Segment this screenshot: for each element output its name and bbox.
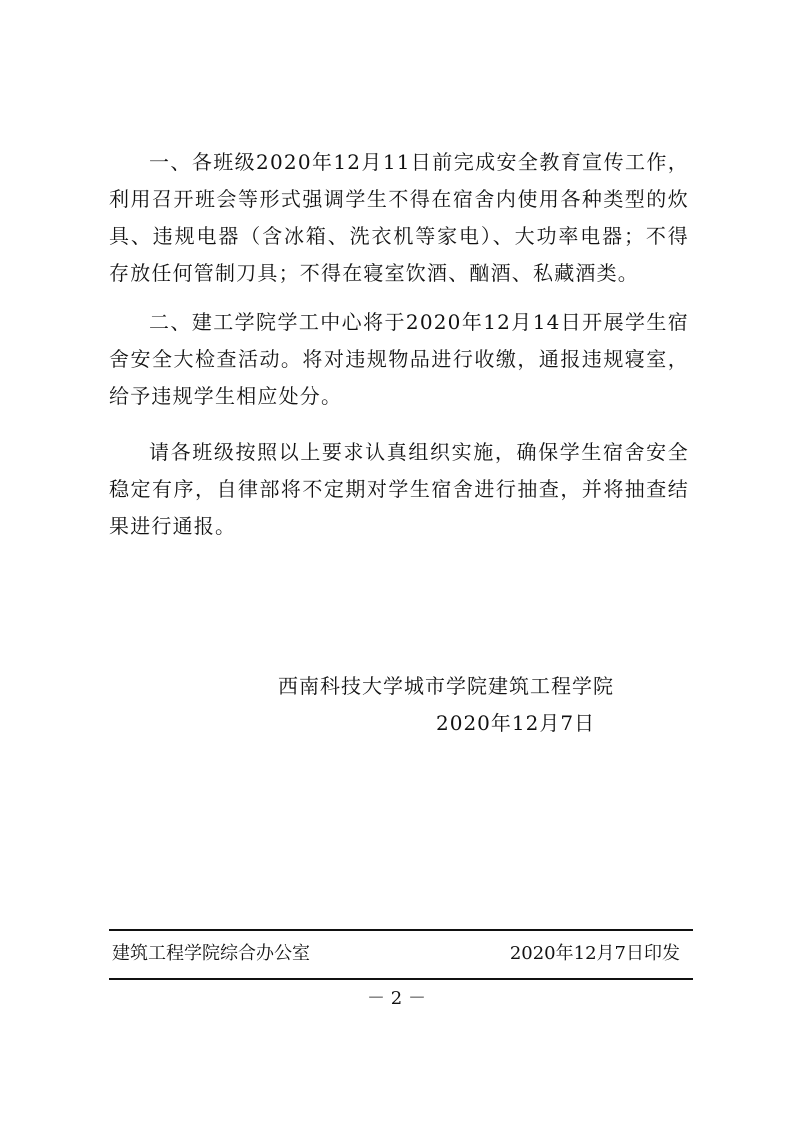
body-paragraph-1: 一、各班级2020年12月11日前完成安全教育宣传工作，利用召开班会等形式强调学生不得在宿舍内使用各种类型的炊具、违规电器（含冰箱、洗衣机等家电）、大功率电器；不得存放任何管制刀具；不得在寝室饮酒、酗酒、私藏酒类。	[109, 150, 689, 285]
footer-top-rule	[109, 929, 693, 931]
footer-issuer: 建筑工程学院综合办公室	[112, 943, 310, 964]
signature-organization: 西南科技大学城市学院建筑工程学院	[278, 674, 614, 698]
signature-date: 2020年12月7日	[436, 711, 596, 735]
body-paragraph-2: 二、建工学院学工中心将于2020年12月14日开展学生宿舍安全大检查活动。将对违规物品进行收缴，通报违规寝室，给予违规学生相应处分。	[109, 310, 689, 408]
footer-bottom-rule	[109, 978, 693, 980]
page-number: － 2 －	[367, 988, 426, 1009]
body-paragraph-3: 请各班级按照以上要求认真组织实施，确保学生宿舍安全稳定有序，自律部将不定期对学生宿舍进行抽查，并将抽查结果进行通报。	[109, 440, 689, 538]
footer-issue-date: 2020年12月7日印发	[509, 943, 680, 964]
